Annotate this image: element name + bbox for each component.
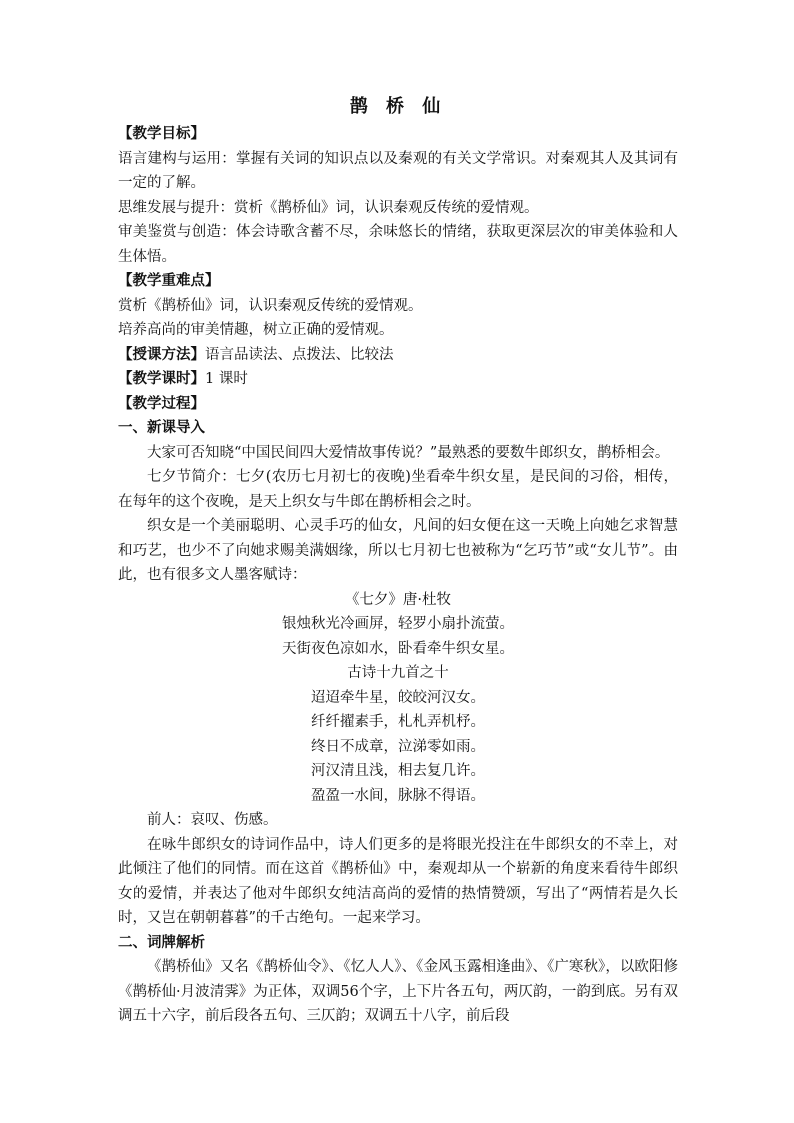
body-paragraph: 织女是一个美丽聪明、心灵手巧的仙女，凡间的妇女便在这一天晚上向她乞求智慧和巧艺，也少不了向她求赐美满姻缘，所以七月初七也被称为“乞巧节”或“女儿节”。由此，也有很多文人墨客赋诗： xyxy=(118,518,678,583)
body-paragraph: 《鹊桥仙》又名《鹊桥仙令》、《忆人人》、《金风玉露相逢曲》、《广寒秋》，以欧阳修《鹊桥仙·月波清霁》为正体，双调56个字，上下片各五句，两仄韵，一韵到底。另有双调五十六字，前后段各五句、三仄韵；双调五十八字，前后段 xyxy=(118,959,678,1024)
poem-line: 纤纤擢素手，札札弄机杼。 xyxy=(311,714,485,730)
poem-line: 终日不成章，泣涕零如雨。 xyxy=(311,738,485,755)
key-point: 培养高尚的审美情趣，树立正确的爱情观。 xyxy=(118,322,394,338)
teaching-method xyxy=(118,343,678,368)
goal-paragraph: 审美鉴赏与创造：体会诗歌含蓄不尽，余味悠长的情绪，获取更深层次的审美体验和人生体悟。 xyxy=(118,224,678,265)
section-heading-process: 【教学过程】 xyxy=(118,395,205,412)
poem-line: 天街夜色凉如水，卧看牵牛织女星。 xyxy=(282,640,514,657)
poem-title: 《七夕》唐·杜牧 xyxy=(344,591,452,608)
goal-paragraph: 语言建构与运用：掌握有关词的知识点以及秦观的有关文学常识。对秦观其人及其词有一定的了解。 xyxy=(118,150,678,191)
poem-line: 银烛秋光冷画屏，轻罗小扇扑流萤。 xyxy=(282,616,514,632)
teaching-hours xyxy=(118,367,678,392)
body-paragraph: 在咏牛郎织女的诗词作品中，诗人们更多的是将眼光投注在牛郎织女的不幸上，对此倾注了他们的同情。而在这首《鹊桥仙》中，秦观却从一个崭新的角度来看待牛郎织女的爱情，并表达了他对牛郎织女纯洁高尚的爱情的热情赞颂，写出了“两情若是久长时，又岂在朝朝暮暮”的千古绝句。一起来学习。 xyxy=(118,836,678,926)
goal-paragraph: 思维发展与提升：赏析《鹊桥仙》词，认识秦观反传统的爱情观。 xyxy=(118,199,539,216)
teaching-method-text: 语言品读法、点拨法、比较法 xyxy=(205,346,394,363)
teaching-hours-label: 【教学课时】 xyxy=(118,371,205,387)
teaching-hours-text: 1 课时 xyxy=(205,371,248,387)
poem-title: 古诗十九首之十 xyxy=(347,665,449,681)
key-point: 赏析《鹊桥仙》词，认识秦观反传统的爱情观。 xyxy=(118,297,423,314)
subsection-heading-cipai: 二、词牌解析 xyxy=(118,934,205,951)
section-heading-goals: 【教学目标】 xyxy=(118,126,205,142)
page-title: 鹊 桥 仙 xyxy=(349,96,447,117)
document-page xyxy=(118,94,678,1029)
poem-line: 盈盈一水间，脉脉不得语。 xyxy=(311,787,485,804)
poem-line: 河汉清且浅，相去复几许。 xyxy=(311,763,485,779)
section-heading-key-points: 【教学重难点】 xyxy=(118,273,220,289)
poem-line: 迢迢牵牛星，皎皎河汉女。 xyxy=(311,689,485,706)
body-paragraph: 七夕节简介：七夕(农历七月初七的夜晚)坐看牵牛织女星，是民间的习俗，相传，在每年的这个夜晚，是天上织女与牛郎在鹊桥相会之时。 xyxy=(118,469,678,510)
subsection-heading-intro: 一、新课导入 xyxy=(118,420,205,436)
body-paragraph: 前人：哀叹、伤感。 xyxy=(147,812,278,828)
teaching-method-label: 【授课方法】 xyxy=(118,346,205,363)
body-paragraph: 大家可否知晓“中国民间四大爱情故事传说？”最熟悉的要数牛郎织女，鹊桥相会。 xyxy=(147,444,670,461)
